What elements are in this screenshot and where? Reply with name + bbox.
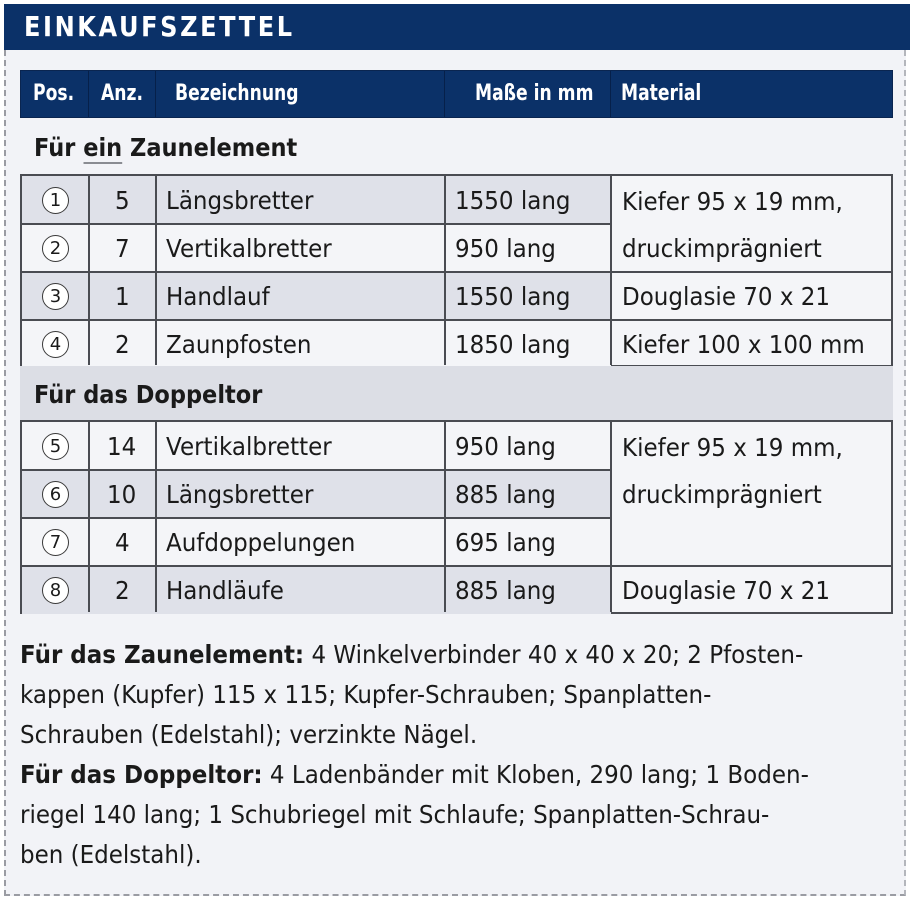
- dimension: 885 lang: [455, 576, 556, 605]
- item-name: Handläufe: [166, 576, 284, 605]
- material-cell: Kiefer 100 x 100 mm: [622, 330, 865, 359]
- table-zaunelement: [20, 174, 893, 367]
- position-badge: 5: [42, 433, 69, 460]
- position-badge: 6: [42, 481, 69, 508]
- item-name: Handlauf: [166, 282, 270, 311]
- note-doppeltor-line: Für das Doppeltor: 4 Ladenbänder mit Kloben, 290 lang; 1 Boden-: [20, 760, 809, 789]
- dimension: 950 lang: [455, 432, 556, 461]
- table-row: [22, 470, 611, 518]
- item-name: Aufdoppelungen: [166, 528, 356, 557]
- section-label-zaunelement: Für ein Zaunelement: [34, 133, 298, 162]
- table-header: [20, 70, 893, 118]
- dimension: 1550 lang: [455, 186, 571, 215]
- table-row: [22, 176, 611, 224]
- position-badge: 8: [42, 577, 69, 604]
- note-label-doppeltor: Für das Doppeltor:: [20, 760, 263, 789]
- material-cell: Kiefer 95 x 19 mm, druckimprägniert: [622, 433, 843, 509]
- dimension: 1550 lang: [455, 282, 571, 311]
- header-masse: Maße in mm: [475, 81, 594, 106]
- header-anz: Anz.: [101, 81, 144, 106]
- notes-block: [20, 635, 900, 875]
- dimension: 695 lang: [455, 528, 556, 557]
- item-name: Vertikalbretter: [166, 234, 332, 263]
- quantity: 2: [114, 330, 130, 359]
- quantity: 14: [106, 432, 136, 461]
- position-badge: 4: [42, 331, 69, 358]
- quantity: 10: [106, 480, 136, 509]
- quantity: 4: [114, 528, 130, 557]
- section-label-doppeltor: Für das Doppeltor: [20, 366, 893, 420]
- table-row: [22, 224, 611, 272]
- note-zaunelement-line: Für das Zaunelement: 4 Winkelverbinder 40 x 40 x 20; 2 Pfosten-: [20, 640, 804, 669]
- note-zaunelement-line: Schrauben (Edelstahl); verzinkte Nägel.: [20, 720, 478, 749]
- quantity: 1: [114, 282, 130, 311]
- material-cell: Kiefer 95 x 19 mm, druckimprägniert: [622, 187, 843, 263]
- table-row: [22, 518, 611, 566]
- material-cell: Douglasie 70 x 21: [622, 282, 831, 311]
- item-name: Zaunpfosten: [166, 330, 312, 359]
- title-bar: [4, 4, 910, 50]
- item-name: Vertikalbretter: [166, 432, 332, 461]
- note-label-zaunelement: Für das Zaunelement:: [20, 640, 305, 669]
- note-doppeltor-line: riegel 140 lang; 1 Schubriegel mit Schlaufe; Spanplatten-Schrau-: [20, 800, 770, 829]
- page-title: EINKAUFSZETTEL: [24, 10, 295, 43]
- position-badge: 7: [42, 529, 69, 556]
- note-doppeltor-line: ben (Edelstahl).: [20, 840, 202, 869]
- table-row: [22, 566, 611, 614]
- position-badge: 1: [42, 187, 69, 214]
- table-doppeltor: [20, 420, 893, 614]
- table-row: [22, 320, 611, 368]
- header-bezeichnung: Bezeichnung: [175, 81, 299, 106]
- table-row: [22, 272, 611, 320]
- dimension: 885 lang: [455, 480, 556, 509]
- note-zaunelement-line: kappen (Kupfer) 115 x 115; Kupfer-Schrauben; Spanplatten-: [20, 680, 712, 709]
- quantity: 2: [114, 576, 130, 605]
- item-name: Längsbretter: [166, 480, 314, 509]
- table-row: [22, 422, 611, 470]
- quantity: 5: [114, 186, 130, 215]
- dimension: 950 lang: [455, 234, 556, 263]
- header-material: Material: [621, 81, 702, 106]
- material-cell: Douglasie 70 x 21: [622, 576, 831, 605]
- position-badge: 3: [42, 283, 69, 310]
- dimension: 1850 lang: [455, 330, 571, 359]
- item-name: Längsbretter: [166, 186, 314, 215]
- quantity: 7: [114, 234, 130, 263]
- position-badge: 2: [42, 235, 69, 262]
- header-pos: Pos.: [33, 81, 75, 106]
